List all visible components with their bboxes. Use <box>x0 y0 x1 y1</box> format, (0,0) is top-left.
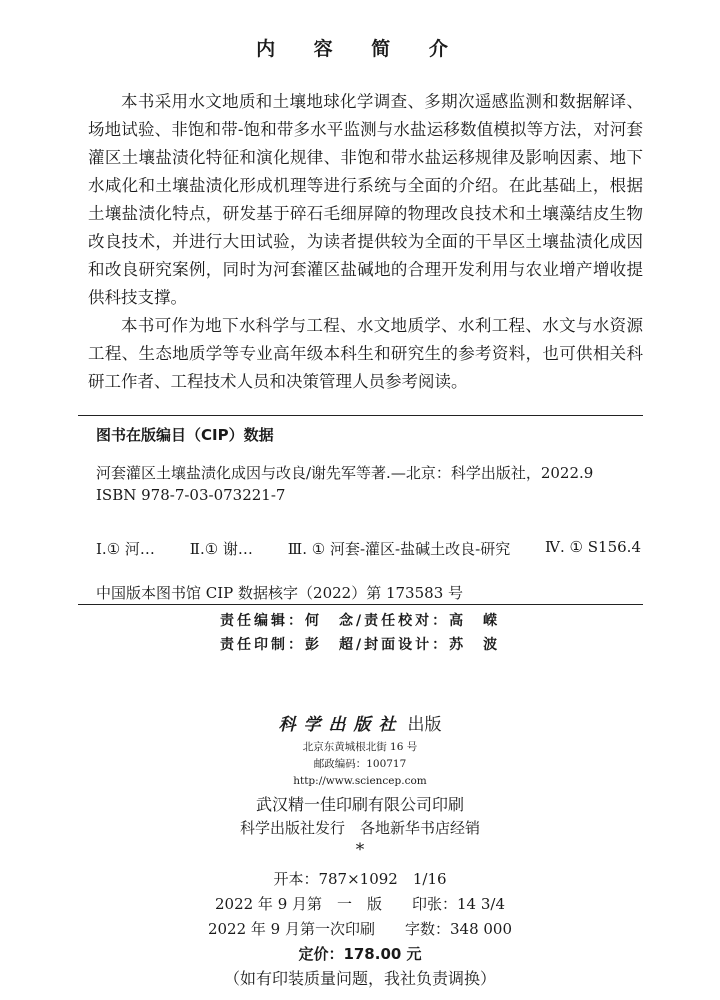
staff-printing: 责任印制：彭 超/封面设计：苏 波 <box>220 637 501 653</box>
price: 定价：178.00 元 <box>298 945 422 963</box>
publisher-postcode: 邮政编码：100717 <box>313 758 407 770</box>
intro-paragraph: 本书可作为地下水科学与工程、水文地质学、水利工程、水文与水资源工程、生态地质学等专业高年级本科生和研究生的参考资料，也可供相关科研工作者、工程技术人员和决策管理人员参考阅读。 <box>88 316 643 391</box>
publisher-suffix: 出版 <box>407 715 442 735</box>
separator-star: * <box>355 840 365 860</box>
cip-class-item: Ⅲ. ① 河套-灌区-盐碱土改良-研究 <box>287 540 511 558</box>
cip-bottom-divider <box>78 604 643 605</box>
quality-note: （如有印装质量问题，我社负责调换） <box>223 969 496 988</box>
cip-heading: 图书在版编目（CIP）数据 <box>96 426 274 444</box>
cip-class-item: Ⅳ. ① S156.4 <box>545 538 641 556</box>
book-introduction <box>88 88 643 396</box>
cip-top-divider <box>78 415 643 416</box>
edition: 2022 年 9 月第 一 版 印张：14 3/4 <box>214 895 506 913</box>
format: 开本：787×1092 1/16 <box>273 870 447 888</box>
colophon <box>0 710 720 989</box>
cip-verification: 中国版本图书馆 CIP 数据核字（2022）第 173583 号 <box>96 584 464 602</box>
page-title: 内 容 简 介 <box>256 38 464 60</box>
cip-record: 河套灌区土壤盐渍化成因与改良/谢先军等著.—北京：科学出版社，2022.9 <box>96 464 594 482</box>
distribution: 科学出版社发行 各地新华书店经销 <box>239 819 480 837</box>
staff-editors: 责任编辑：何 念/责任校对：高 嵘 <box>220 613 501 629</box>
publisher-address: 北京东黄城根北街 16 号 <box>302 741 418 753</box>
cip-isbn: ISBN 978-7-03-073221-7 <box>96 486 286 504</box>
printing: 2022 年 9 月第一次印刷 字数：348 000 <box>207 920 513 938</box>
publisher-line <box>0 710 720 735</box>
cip-classification <box>96 538 641 559</box>
publisher-url: http://www.sciencep.com <box>293 775 427 787</box>
printer: 武汉精一佳印刷有限公司印刷 <box>255 795 464 814</box>
publisher-logo: 科学出版社 <box>278 715 404 735</box>
cip-class-item: Ⅱ.① 谢… <box>189 540 253 558</box>
cip-class-item: Ⅰ.① 河… <box>96 540 155 558</box>
intro-paragraph: 本书采用水文地质和土壤地球化学调查、多期次遥感监测和数据解译、场地试验、非饱和带-饱和带多水平监测与水盐运移数值模拟等方法，对河套灌区土壤盐渍化特征和演化规律、非饱和带水盐运移规律及影响因素、地下水咸化和土壤盐渍化形成机理等进行系统与全面的介绍。在此基础上，根据土壤盐渍化特点，研发基于碎石毛细屏障的物理改良技术和土壤藻结皮生物改良技术，并进行大田试验，为读者提供较为全面的干旱区土壤盐渍化成因和改良研究案例，同时为河套灌区盐碱地的合理开发利用与农业增产增收提供科技支撑。 <box>88 92 643 307</box>
